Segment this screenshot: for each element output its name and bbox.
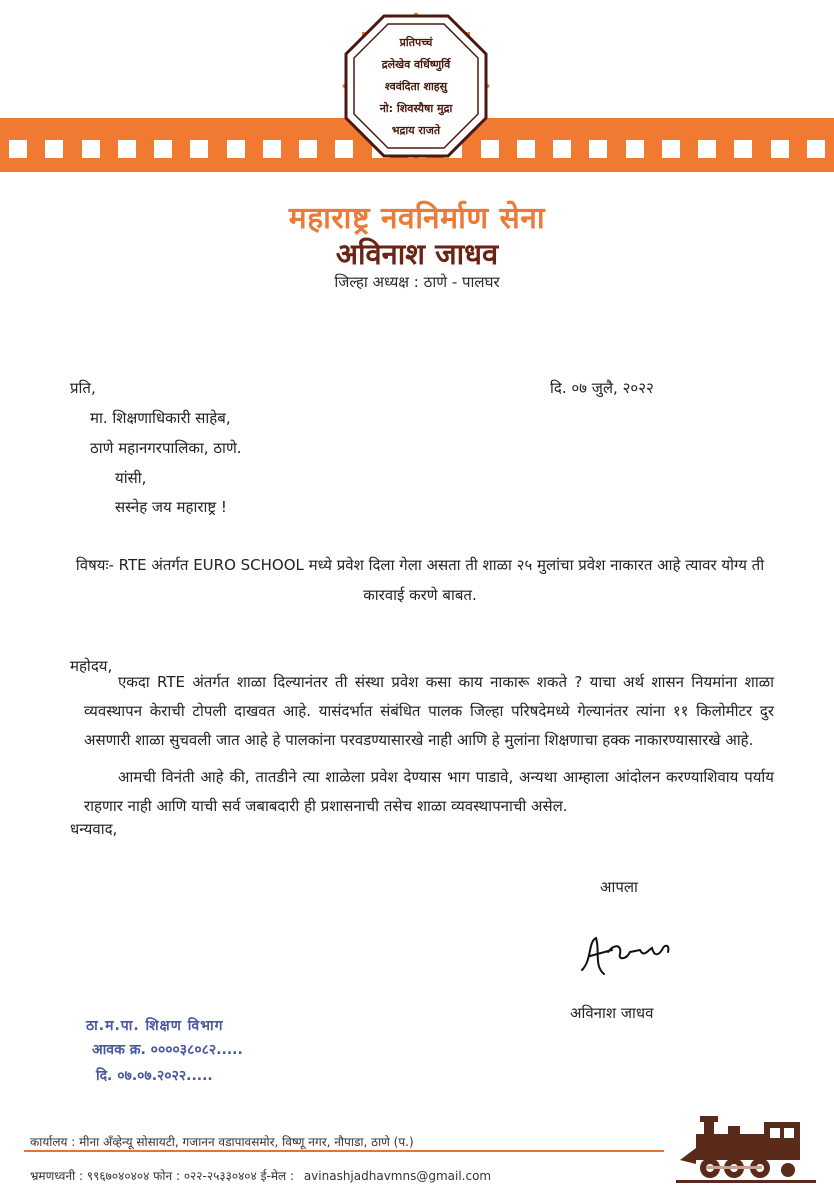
crenel-notch xyxy=(154,140,172,158)
recipient-title: मा. शिक्षणाधिकारी साहेब, xyxy=(90,409,231,427)
leader-name: अविनाश जाधव xyxy=(335,237,499,271)
recipient-prefix: प्रति, xyxy=(70,379,96,397)
crenel-notch xyxy=(553,140,571,158)
crenel-notch xyxy=(227,140,245,158)
seal-line-2: द्रलेखेव वर्धिष्णुर्वि xyxy=(381,58,451,71)
contact-numbers: भ्रमणध्वनी : ९९६७०४०४०४ फोन : ०२२-२५३३०४०४ ई-मेल : xyxy=(30,1169,294,1183)
contact-line xyxy=(30,1167,491,1184)
crenel-notch xyxy=(299,140,317,158)
signatory-name: अविनाश जाधव xyxy=(570,1004,654,1022)
inward-number-value: ००००३८०८२ xyxy=(150,1042,217,1058)
organization-name: महाराष्ट्र नवनिर्माण सेना xyxy=(288,201,546,236)
inward-date-label: दि. xyxy=(96,1068,113,1084)
designation: जिल्हा अध्यक्ष : ठाणे - पालघर xyxy=(334,273,500,291)
crenel-notch xyxy=(734,140,752,158)
royal-seal-logo xyxy=(340,10,492,162)
recipient-address-word: यांसी, xyxy=(115,469,147,487)
crenel-notch xyxy=(118,140,136,158)
crenel-notch xyxy=(626,140,644,158)
seal-line-1: प्रतिपच्चं xyxy=(399,36,433,49)
steam-locomotive-icon xyxy=(676,1108,816,1188)
crenel-notch xyxy=(263,140,281,158)
crenel-notch xyxy=(9,140,27,158)
seal-line-3: श्ववंदिता शाहसु xyxy=(384,80,448,93)
inward-date-value: ०७.०७.२०२२ xyxy=(117,1068,187,1084)
seal-line-4: नो: शिवस्यैषा मुद्रा xyxy=(379,102,453,115)
footer-divider xyxy=(24,1150,664,1152)
letter-subject: विषयः- RTE अंतर्गत EURO SCHOOL मध्ये प्रवेश दिला गेला असता ती शाळा २५ मुलांचा प्रवेश नाकारत आहे त्यावर योग्य ती कारवाई करणे बाबत. xyxy=(75,556,765,604)
recipient-office: ठाणे महानगरपालिका, ठाणे. xyxy=(90,439,242,457)
body-paragraph-1: एकदा RTE अंतर्गत शाळा दिल्यानंतर ती संस्था प्रवेश कसा काय नाकारू शकते ? याचा अर्थ शासन नियमांना शाळा व्यवस्थापन केराची टोपली दाखवत आहे. यासंदर्भात संबंधित पालक जिल्हा परिषदेमध्ये गेल्यानंतर त्यांना ११ किलोमीटर दुर असणारी शाळा सुचवली जात आहे हे पालकांना परवडण्यासारखे नाही आणि हे मुलांना शिक्षणाचा हक्क नाकारण्यासारखे आहे. xyxy=(84,673,774,749)
crenel-notch xyxy=(190,140,208,158)
crenel-notch xyxy=(82,140,100,158)
salutation: महोदय, xyxy=(70,657,113,675)
letter-date: दि. ०७ जुलै, २०२२ xyxy=(550,379,654,397)
contact-email: avinashjadhavmns@gmail.com xyxy=(303,1169,492,1183)
crenel-notch xyxy=(45,140,63,158)
crenel-notch xyxy=(517,140,535,158)
body-paragraph-2: आमची विनंती आहे की, तातडीने त्या शाळेला प्रवेश देण्यास भाग पाडावे, अन्यथा आम्हाला आंदोलन करण्याशिवाय पर्याय राहणार नाही आणि याची सर्व जबाबदारी ही प्रशासनाची तसेच शाळा व्यवस्थापनाची असेल. xyxy=(84,768,774,815)
inward-stamp-line-2: आवक क्र. ००००३८०८२..... xyxy=(92,1042,243,1058)
seal-line-5: भद्राय राजते xyxy=(391,124,441,137)
inward-number-label: आवक क्र. xyxy=(92,1042,146,1058)
closing: आपला xyxy=(600,878,638,896)
inward-stamp-line-1: ठा.म.पा. शिक्षण विभाग xyxy=(86,1018,224,1034)
crenel-notch xyxy=(807,140,825,158)
handwritten-signature xyxy=(570,930,680,980)
inward-stamp-line-3: दि. ०७.०७.२०२२..... xyxy=(96,1068,213,1084)
thanks: धन्यवाद, xyxy=(70,820,118,838)
crenel-notch xyxy=(589,140,607,158)
crenel-notch xyxy=(698,140,716,158)
office-address: कार्यालय : मीना अँव्हेन्यू सोसायटी, गजानन वडापावसमोर, विष्णू नगर, नौपाडा, ठाणे (प.) xyxy=(30,1135,414,1149)
crenel-notch xyxy=(771,140,789,158)
greeting: सस्नेह जय महाराष्ट्र ! xyxy=(115,498,227,516)
crenel-notch xyxy=(662,140,680,158)
